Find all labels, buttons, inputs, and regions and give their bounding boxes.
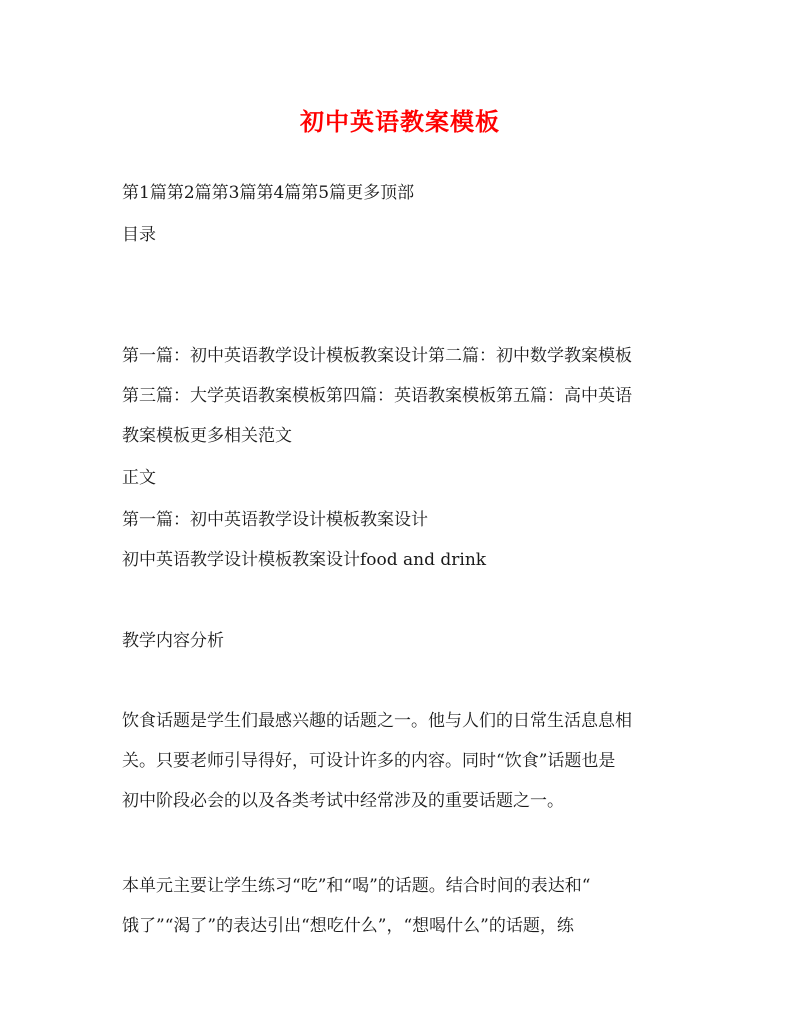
section-subtitle: 初中英语教学设计模板教案设计food and drink bbox=[122, 550, 487, 570]
toc-line[interactable]: 第三篇：大学英语教案模板第四篇：英语教案模板第五篇：高中英语 bbox=[122, 386, 632, 406]
section-nav-links[interactable]: 第1篇第2篇第3篇第4篇第5篇更多顶部 bbox=[122, 183, 415, 203]
paragraph-line: 初中阶段必会的以及各类考试中经常涉及的重要话题之一。 bbox=[122, 791, 564, 811]
analysis-heading: 教学内容分析 bbox=[122, 631, 224, 651]
paragraph-line: 关。只要老师引导得好，可设计许多的内容。同时“饮食”话题也是 bbox=[122, 751, 616, 771]
paragraph-line: 饮食话题是学生们最感兴趣的话题之一。他与人们的日常生活息息相 bbox=[122, 711, 632, 731]
body-heading: 正文 bbox=[122, 468, 156, 488]
paragraph-line: 饿了”“渴了”的表达引出“想吃什么”，“想喝什么”的话题，练 bbox=[122, 916, 574, 936]
document-title: 初中英语教案模板 bbox=[300, 107, 500, 136]
section-heading: 第一篇：初中英语教学设计模板教案设计 bbox=[122, 510, 428, 530]
paragraph-line: 本单元主要让学生练习“吃”和“喝”的话题。结合时间的表达和“ bbox=[122, 876, 591, 896]
toc-line[interactable]: 教案模板更多相关范文 bbox=[122, 426, 292, 446]
toc-heading: 目录 bbox=[122, 225, 156, 245]
toc-line[interactable]: 第一篇：初中英语教学设计模板教案设计第二篇：初中数学教案模板 bbox=[122, 346, 632, 366]
